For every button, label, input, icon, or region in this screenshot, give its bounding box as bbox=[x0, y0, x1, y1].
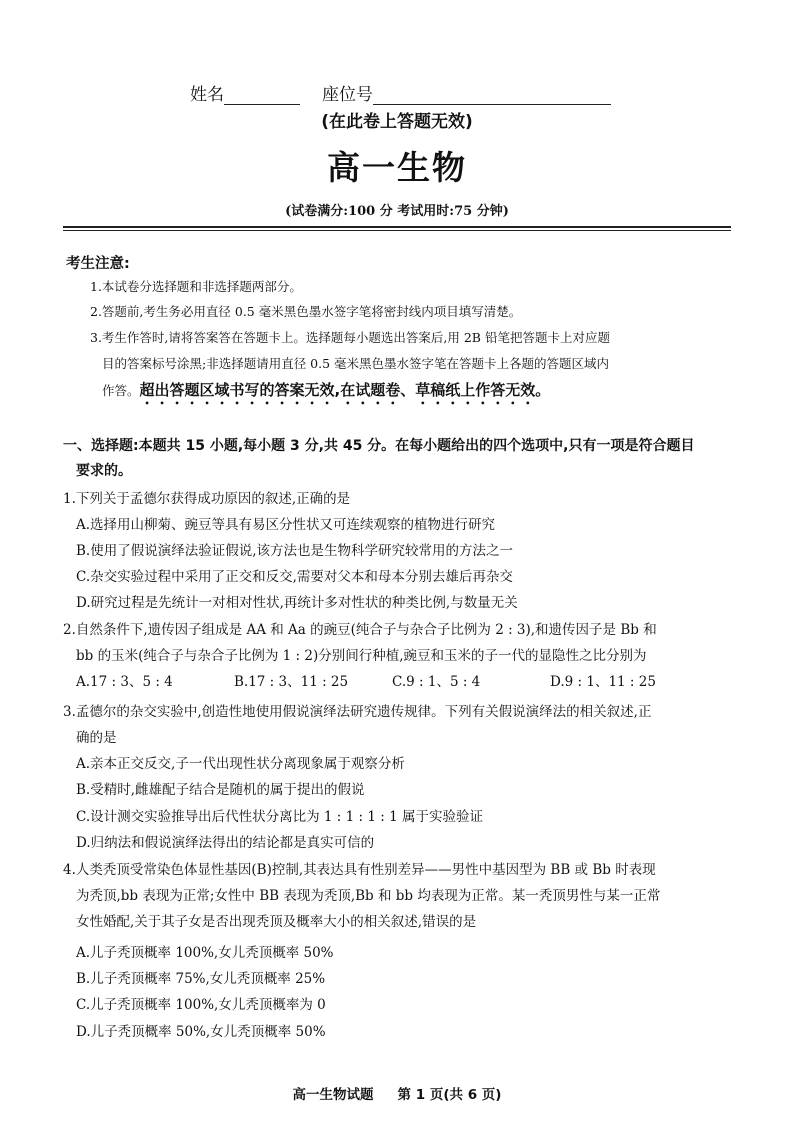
question-4-option-c: C.儿子秃顶概率 100%,女儿秃顶概率为 0 bbox=[76, 997, 326, 1013]
question-2-options bbox=[76, 670, 716, 690]
notes-title: 考生注意: bbox=[66, 256, 130, 272]
question-2-option-c: C.9 : 1、5 : 4 bbox=[392, 674, 481, 690]
question-1-option-d: D.研究过程是先统计一对相对性状,再统计多对性状的种类比例,与数量无关 bbox=[76, 595, 518, 611]
section-heading: 一、选择题:本题共 15 小题,每小题 3 分,共 45 分。在每小题给出的四个选项中,只有一项是符合题目 bbox=[63, 438, 695, 454]
question-4-option-a: A.儿子秃顶概率 100%,女儿秃顶概率 50% bbox=[76, 945, 334, 961]
invalid-answer-notice: (在此卷上答题无效) bbox=[321, 112, 473, 132]
question-1-option-c: C.杂交实验过程中采用了正交和反交,需要对父本和母本分别去雄后再杂交 bbox=[76, 569, 513, 585]
question-4-option-d: D.儿子秃顶概率 50%,女儿秃顶概率 50% bbox=[76, 1024, 326, 1040]
question-2-stem-cont: bb 的玉米(纯合子与杂合子比例为 1 : 2)分别间行种植,豌豆和玉米的子一代的显隐性之比分别为 bbox=[76, 648, 647, 664]
section-heading-cont: 要求的。 bbox=[76, 463, 132, 479]
question-1-option-a: A.选择用山柳菊、豌豆等具有易区分性状又可连续观察的植物进行研究 bbox=[76, 517, 496, 533]
question-3-option-b: B.受精时,雌雄配子结合是随机的属于提出的假说 bbox=[76, 782, 365, 798]
question-4-stem: 4.人类秃顶受常染色体显性基因(B)控制,其表达具有性别差异——男性中基因型为 BB 或 Bb 时表现 bbox=[63, 862, 656, 878]
note-item-3-prefix: 作答。 bbox=[102, 383, 140, 398]
exam-info: (试卷满分:100 分 考试用时:75 分钟) bbox=[285, 204, 509, 219]
question-1-option-b: B.使用了假说演绎法验证假说,该方法也是生物科学研究较常用的方法之一 bbox=[76, 543, 514, 559]
header-divider bbox=[63, 226, 731, 228]
note-item-1: 1.本试卷分选择题和非选择题两部分。 bbox=[90, 279, 302, 294]
seat-label: 座位号 bbox=[322, 85, 373, 105]
seat-blank[interactable] bbox=[373, 86, 611, 105]
question-2-stem: 2.自然条件下,遗传因子组成是 AA 和 Aa 的豌豆(纯合子与杂合子比例为 2 : 3),和遗传因子是 Bb 和 bbox=[63, 622, 657, 638]
page-title: 高一生物 bbox=[327, 148, 467, 187]
header-divider-thin bbox=[63, 230, 731, 231]
name-label: 姓名 bbox=[190, 85, 224, 105]
question-4-option-b: B.儿子秃顶概率 75%,女儿秃顶概率 25% bbox=[76, 971, 326, 987]
question-3-option-a: A.亲本正交反交,子一代出现性状分离现象属于观察分析 bbox=[76, 756, 405, 772]
question-4-stem-cont: 为秃顶,bb 表现为正常;女性中 BB 表现为秃顶,Bb 和 bb 均表现为正常。某一秃顶男性与某一正常 bbox=[76, 888, 661, 904]
name-blank[interactable] bbox=[224, 86, 300, 105]
question-3-stem: 3.孟德尔的杂交实验中,创造性地使用假说演绎法研究遗传规律。下列有关假说演绎法的相关叙述,正 bbox=[63, 704, 652, 720]
question-3-option-c: C.设计测交实验推导出后代性状分离比为 1 : 1 : 1 : 1 属于实验验证 bbox=[76, 809, 483, 825]
student-info-line bbox=[190, 80, 611, 105]
footer-subject: 高一生物试题 bbox=[292, 1087, 374, 1103]
question-3-stem-cont: 确的是 bbox=[76, 730, 117, 746]
question-2-option-a: A.17 : 3、5 : 4 bbox=[76, 674, 173, 690]
footer-page-number: 第 1 页(共 6 页) bbox=[397, 1087, 502, 1103]
note-item-3: 3.考生作答时,请将答案答在答题卡上。选择题每小题选出答案后,用 2B 铅笔把答题卡上对应题 bbox=[90, 330, 610, 345]
question-4-stem-cont2: 女性婚配,关于其子女是否出现秃顶及概率大小的相关叙述,错误的是 bbox=[76, 914, 477, 930]
question-2-option-b: B.17 : 3、11 : 25 bbox=[234, 674, 349, 690]
note-item-2: 2.答题前,考生务必用直径 0.5 毫米黑色墨水签字笔将密封线内项目填写清楚。 bbox=[90, 304, 522, 319]
question-1-stem: 1.下列关于孟德尔获得成功原因的叙述,正确的是 bbox=[63, 491, 351, 507]
note-item-3-cont: 目的答案标号涂黑;非选择题请用直径 0.5 毫米黑色墨水签字笔在答题卡上各题的答题区域内 bbox=[102, 356, 610, 371]
note-item-3-cont2 bbox=[102, 378, 550, 408]
page-footer bbox=[0, 1083, 794, 1103]
question-3-option-d: D.归纳法和假说演绎法得出的结论都是真实可信的 bbox=[76, 835, 375, 851]
note-item-3-emphasis: 超出答题区域书写的答案无效,在试题卷、草稿纸上作答无效。 bbox=[139, 381, 551, 399]
question-2-option-d: D.9 : 1、11 : 25 bbox=[550, 674, 656, 690]
